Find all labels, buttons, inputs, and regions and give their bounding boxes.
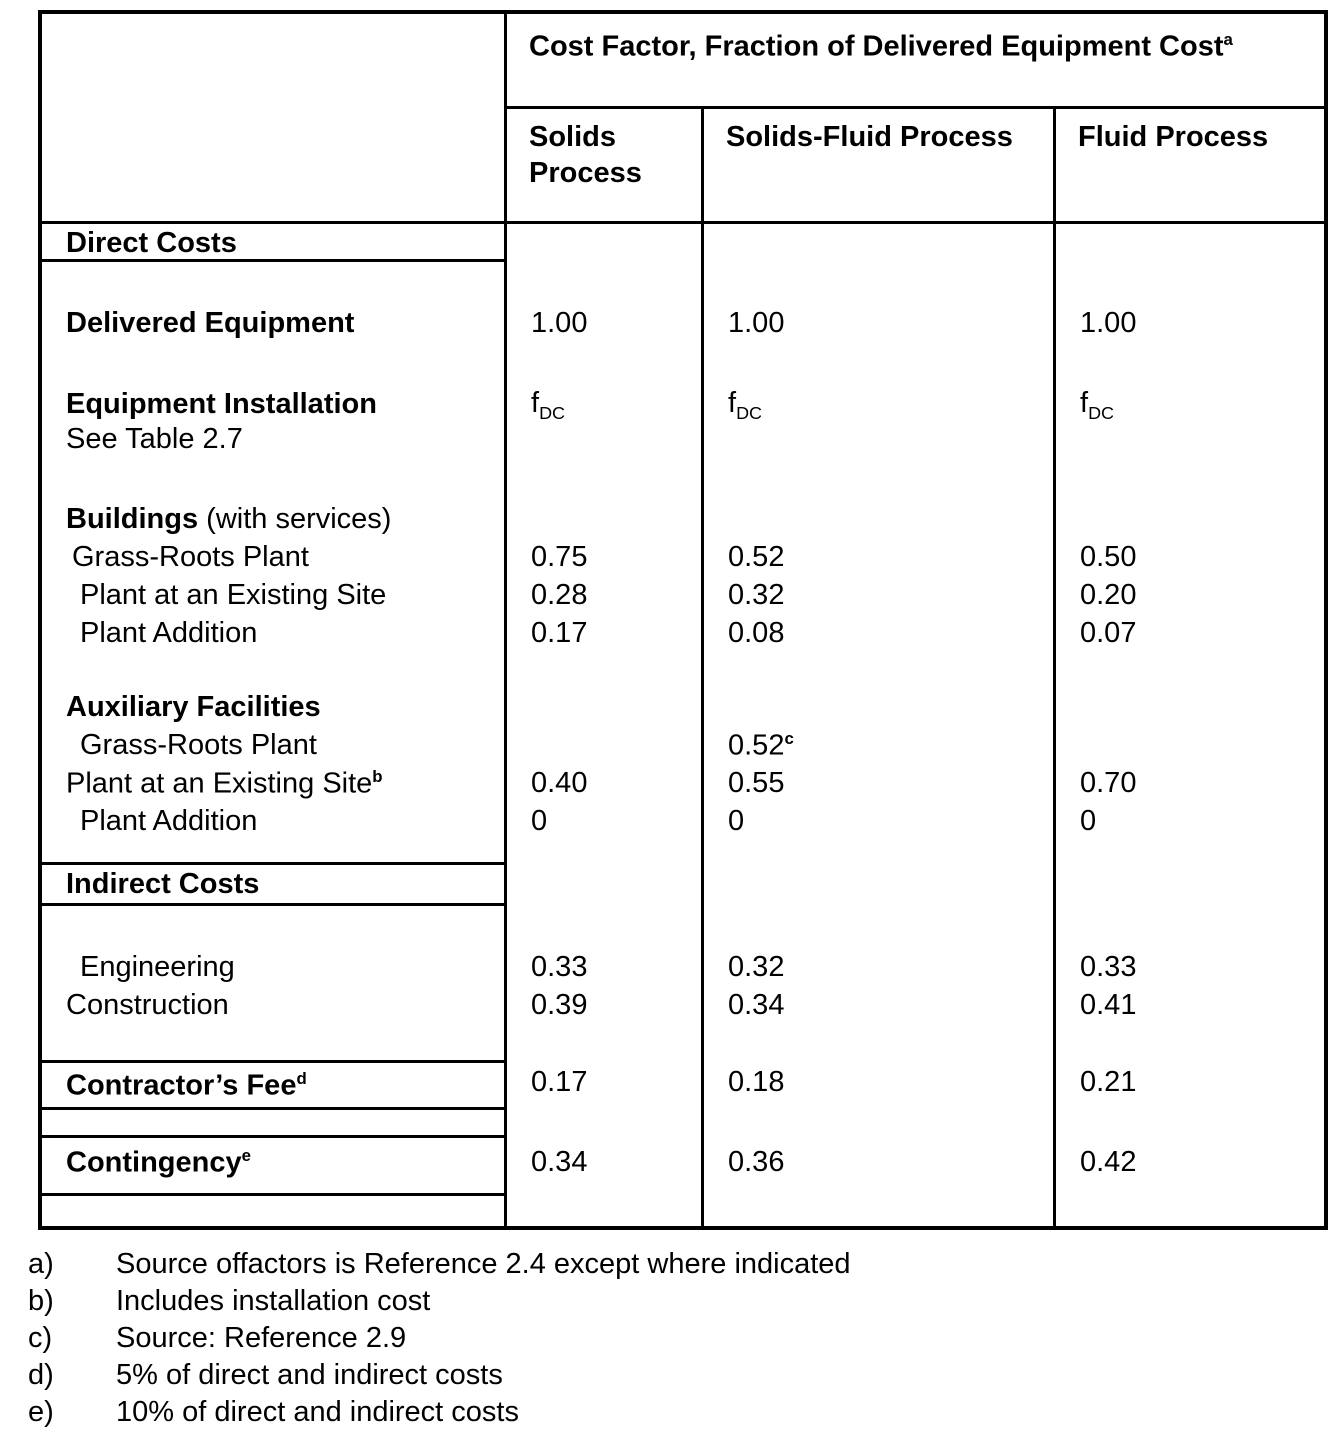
section-header-direct-costs: Direct Costs [42,224,504,262]
value-cell: 0 [504,802,701,840]
spacer-cell [42,460,504,500]
spacer-cell [504,262,701,304]
spacer-cell [42,342,504,384]
value-cell: 1.00 [701,304,1053,342]
spacer-cell [1053,652,1324,688]
footnote-text: Source offactors is Reference 2.4 except where indicated [116,1248,851,1280]
footnote-marker: a) [28,1248,54,1280]
value-cell: 0.17 [504,1060,701,1110]
spacer-cell [504,652,701,688]
spacer-cell [504,906,701,948]
value-cell: 0.41 [1053,986,1324,1024]
value-cell: 0.08 [701,614,1053,652]
spacer-cell [42,906,504,948]
corner-blank-cell-lower [42,109,504,224]
footnote-text: Source: Reference 2.9 [116,1322,407,1354]
footnote-ref-e: e [241,1146,251,1165]
table-title [504,14,1324,109]
value-cell: 0.32 [701,948,1053,986]
table-title-text: Cost Factor, Fraction of Delivered Equipment Cost [529,30,1224,63]
value-cell: 1.00 [1053,304,1324,342]
spacer-cell [42,1024,504,1060]
empty-cell [1053,224,1324,262]
spacer-cell [701,262,1053,304]
row-label-buildings-addition: Plant Addition [80,617,258,649]
row-label-construction: Construction [66,989,229,1021]
value-cell: 0.34 [701,986,1053,1024]
column-header-fluid-process: Fluid Process [1053,109,1324,224]
footnote-a [28,1246,1328,1283]
spacer-cell [504,1110,701,1138]
row-label-aux-existing-site [42,764,504,802]
value-cell: 0.21 [1053,1060,1324,1110]
empty-cell [1053,862,1324,906]
value-cell: 0.52 [701,538,1053,576]
empty-cell [701,688,1053,726]
value-cell: 0.18 [701,1060,1053,1110]
fdc-subscript: DC [539,402,566,423]
value-cell: 0.36 [701,1138,1053,1196]
fdc-base: f [1080,387,1089,419]
row-label-engineering: Engineering [80,951,235,983]
spacer-cell [42,262,504,304]
fdc-base: f [531,387,540,419]
value-cell: 0.39 [504,986,701,1024]
row-label-buildings-existing-site: Plant at an Existing Site [80,579,387,611]
row-label-equipment-installation [42,384,504,460]
footnotes [28,1246,1328,1431]
spacer-cell [701,840,1053,862]
spacer-cell [701,342,1053,384]
contractors-fee-text: Contractor’s Fee [66,1069,297,1102]
spacer-cell [504,342,701,384]
value-cell: 0.50 [1053,538,1324,576]
row-label-buildings [42,500,504,538]
fdc-base: f [728,387,737,419]
row-label-main: Equipment Installation [66,388,377,420]
spacer-cell [701,906,1053,948]
spacer-cell [1053,342,1324,384]
spacer-cell [701,1024,1053,1060]
spacer-cell [1053,1110,1324,1138]
row-label-auxiliary-facilities: Auxiliary Facilities [66,691,321,723]
footnote-marker: d) [28,1359,54,1391]
empty-cell [1053,726,1324,764]
spacer-cell [504,840,701,862]
footnote-e [28,1394,1328,1431]
footnote-marker: c) [28,1322,53,1354]
value-cell: 0.33 [1053,948,1324,986]
value-cell: 0.33 [504,948,701,986]
empty-cell [504,862,701,906]
value-cell: 0.20 [1053,576,1324,614]
contingency-text: Contingency [66,1146,242,1179]
section-header-indirect-costs: Indirect Costs [42,862,504,906]
spacer-cell [42,1196,504,1226]
fdc-subscript: DC [1088,402,1115,423]
value-cell: 0.28 [504,576,701,614]
value-cell: 0.32 [701,576,1053,614]
footnote-d [28,1357,1328,1394]
empty-cell [504,726,701,764]
row-label-note: See Table 2.7 [66,423,243,456]
spacer-cell [1053,1196,1324,1226]
footnote-text: 10% of direct and indirect costs [116,1396,519,1428]
column-header-solids-process: Solids Process [504,109,701,224]
buildings-suffix: (with services) [198,503,392,535]
empty-cell [701,500,1053,538]
footnote-marker: b) [28,1285,54,1317]
empty-cell [504,224,701,262]
corner-blank-cell [42,14,504,109]
cost-factor-table [38,10,1328,1230]
row-label-aux-addition: Plant Addition [80,805,258,837]
spacer-cell [42,652,504,688]
spacer-cell [504,1024,701,1060]
row-label-buildings-grass-roots: Grass-Roots Plant [72,541,309,573]
spacer-cell [701,1110,1053,1138]
empty-cell [1053,688,1324,726]
footnote-text: 5% of direct and indirect costs [116,1359,503,1391]
section-header-contingency [42,1138,504,1196]
empty-cell [1053,500,1324,538]
value-cell: 0.07 [1053,614,1324,652]
footnote-c [28,1320,1328,1357]
value-cell: 0 [1053,802,1324,840]
footnote-marker: e) [28,1396,54,1428]
value-cell-fdc [1053,384,1324,460]
section-header-contractors-fee [42,1060,504,1110]
value-cell: 0.75 [504,538,701,576]
footnote-ref-b: b [372,767,383,786]
value-cell: 0.17 [504,614,701,652]
value-cell: 0.42 [1053,1138,1324,1196]
value-cell: 0.70 [1053,764,1324,802]
empty-cell [701,224,1053,262]
value-cell: 0.55 [701,764,1053,802]
spacer-cell [1053,840,1324,862]
empty-cell [701,862,1053,906]
fdc-subscript: DC [736,402,763,423]
buildings-bold: Buildings [66,503,199,535]
aux-existing-site-text: Plant at an Existing Site [66,767,373,800]
value-cell-fdc [701,384,1053,460]
value-cell-fdc [504,384,701,460]
empty-cell [504,500,701,538]
spacer-cell [504,460,701,500]
row-label-delivered-equipment: Delivered Equipment [66,307,355,339]
empty-boxed-row [42,1110,504,1138]
footnote-text: Includes installation cost [116,1285,431,1317]
aux-grass-roots-value: 0.52 [728,729,785,762]
footnote-ref-a: a [1223,30,1233,49]
footnote-ref-c: c [784,729,794,748]
spacer-cell [1053,262,1324,304]
footnote-b [28,1283,1328,1320]
spacer-cell [504,1196,701,1226]
empty-cell [504,688,701,726]
column-header-solids-fluid-process: Solids-Fluid Process [701,109,1053,224]
value-cell: 1.00 [504,304,701,342]
spacer-cell [1053,906,1324,948]
spacer-cell [701,1196,1053,1226]
row-label-aux-grass-roots: Grass-Roots Plant [80,729,317,761]
spacer-cell [701,460,1053,500]
value-cell: 0.34 [504,1138,701,1196]
footnote-ref-d: d [296,1069,307,1088]
value-cell: 0.40 [504,764,701,802]
spacer-cell [42,840,504,862]
value-cell: 0 [701,802,1053,840]
value-cell [701,726,1053,764]
spacer-cell [1053,460,1324,500]
spacer-cell [1053,1024,1324,1060]
spacer-cell [701,652,1053,688]
